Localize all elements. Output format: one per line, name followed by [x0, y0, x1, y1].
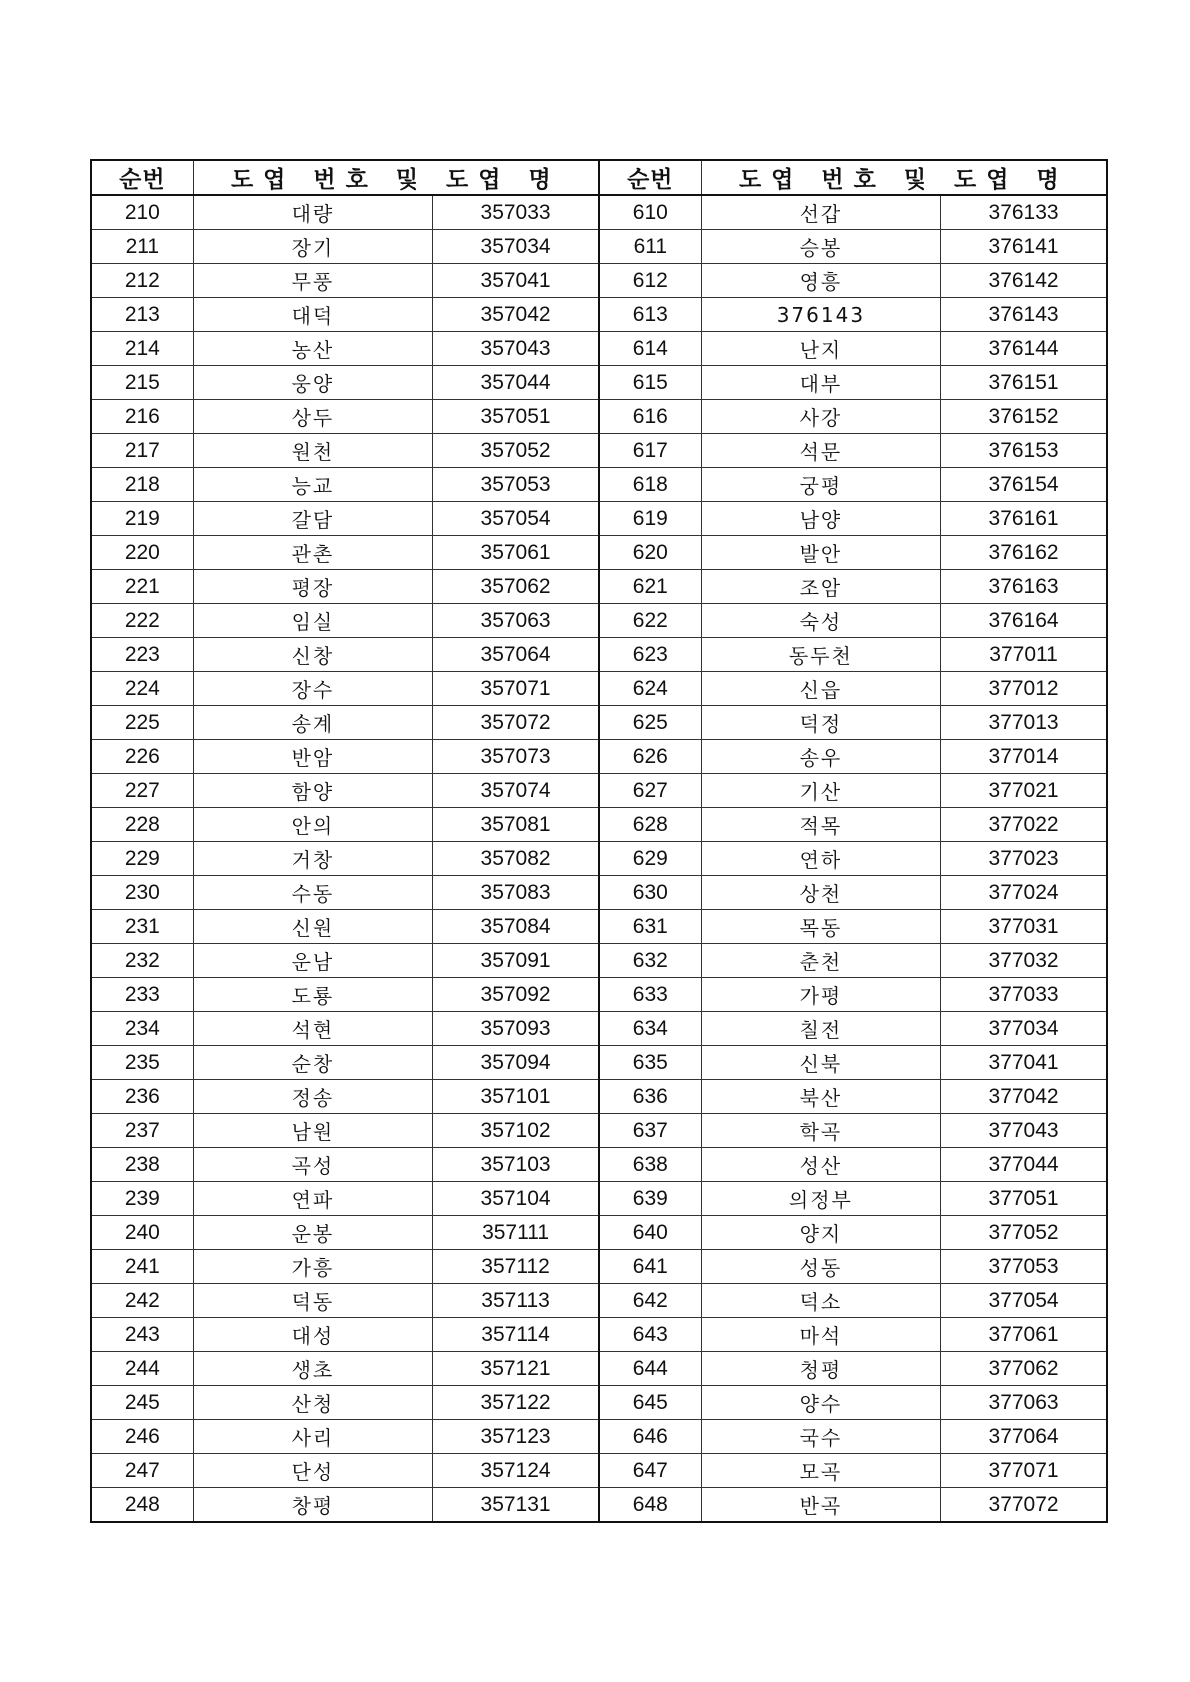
sheet-name-left-cell: 능교	[193, 468, 432, 502]
seq-right-cell: 634	[599, 1012, 701, 1046]
table-row	[91, 434, 1107, 468]
table-row	[91, 1148, 1107, 1182]
sheet-number-left-cell: 357034	[433, 230, 599, 264]
sheet-name-left-cell: 무풍	[193, 264, 432, 298]
sheet-number-left-cell: 357074	[433, 774, 599, 808]
seq-left-cell: 217	[91, 434, 193, 468]
sheet-name-left-cell: 관촌	[193, 536, 432, 570]
seq-right-cell: 631	[599, 910, 701, 944]
sheet-number-right-cell: 376143	[941, 298, 1107, 332]
sheet-name-right-cell: 칠전	[701, 1012, 940, 1046]
sheet-number-right-cell: 377044	[941, 1148, 1107, 1182]
sheet-name-right-cell: 석문	[701, 434, 940, 468]
seq-left-cell: 223	[91, 638, 193, 672]
seq-right-cell: 623	[599, 638, 701, 672]
seq-left-cell: 224	[91, 672, 193, 706]
table-row	[91, 944, 1107, 978]
sheet-number-right-cell: 376162	[941, 536, 1107, 570]
sheet-number-right-cell: 376144	[941, 332, 1107, 366]
seq-left-cell: 214	[91, 332, 193, 366]
seq-right-cell: 635	[599, 1046, 701, 1080]
seq-right-cell: 612	[599, 264, 701, 298]
seq-left-cell: 227	[91, 774, 193, 808]
sheet-name-right-cell: 청평	[701, 1352, 940, 1386]
sheet-number-right-cell: 377042	[941, 1080, 1107, 1114]
seq-left-cell: 244	[91, 1352, 193, 1386]
sheet-number-left-cell: 357041	[433, 264, 599, 298]
sheet-number-left-cell: 357084	[433, 910, 599, 944]
sheet-number-right-cell: 377063	[941, 1386, 1107, 1420]
seq-left-cell: 213	[91, 298, 193, 332]
sheet-number-left-cell: 357114	[433, 1318, 599, 1352]
sheet-number-right-cell: 377071	[941, 1454, 1107, 1488]
seq-left-cell: 230	[91, 876, 193, 910]
seq-right-cell: 636	[599, 1080, 701, 1114]
sheet-number-left-cell: 357102	[433, 1114, 599, 1148]
seq-right-cell: 645	[599, 1386, 701, 1420]
sheet-name-right-cell: 학곡	[701, 1114, 940, 1148]
table-row	[91, 570, 1107, 604]
seq-right-cell: 617	[599, 434, 701, 468]
table-row	[91, 536, 1107, 570]
seq-right-cell: 644	[599, 1352, 701, 1386]
sheet-name-right-cell: 상천	[701, 876, 940, 910]
sheet-number-left-cell: 357053	[433, 468, 599, 502]
sheet-number-right-cell: 376153	[941, 434, 1107, 468]
sheet-name-right-cell: 영흥	[701, 264, 940, 298]
seq-right-cell: 643	[599, 1318, 701, 1352]
sheet-name-right-cell: 대부	[701, 366, 940, 400]
sheet-name-left-cell: 정송	[193, 1080, 432, 1114]
sheet-name-right-cell: 궁평	[701, 468, 940, 502]
sheet-number-left-cell: 357131	[433, 1488, 599, 1523]
seq-left-cell: 228	[91, 808, 193, 842]
seq-left-cell: 219	[91, 502, 193, 536]
table-row	[91, 502, 1107, 536]
sheet-number-right-cell: 377043	[941, 1114, 1107, 1148]
table-header-row	[91, 160, 1107, 195]
sheet-name-left-cell: 갈담	[193, 502, 432, 536]
table-row	[91, 468, 1107, 502]
table-row	[91, 808, 1107, 842]
table-row	[91, 1216, 1107, 1250]
sheet-name-left-cell: 남원	[193, 1114, 432, 1148]
seq-left-cell: 241	[91, 1250, 193, 1284]
sheet-number-left-cell: 357044	[433, 366, 599, 400]
header-sheet-left: 도엽 번호 및 도엽 명	[193, 160, 599, 195]
sheet-number-left-cell: 357123	[433, 1420, 599, 1454]
table-row	[91, 1454, 1107, 1488]
sheet-number-right-cell: 376142	[941, 264, 1107, 298]
sheet-name-right-cell: 성산	[701, 1148, 940, 1182]
sheet-number-left-cell: 357094	[433, 1046, 599, 1080]
sheet-name-right-cell: 조암	[701, 570, 940, 604]
sheet-name-right-cell: 승봉	[701, 230, 940, 264]
sheet-name-right-cell: 춘천	[701, 944, 940, 978]
sheet-number-right-cell: 377021	[941, 774, 1107, 808]
seq-left-cell: 234	[91, 1012, 193, 1046]
sheet-name-right-cell: 기산	[701, 774, 940, 808]
table-row	[91, 978, 1107, 1012]
sheet-number-right-cell: 377064	[941, 1420, 1107, 1454]
sheet-number-left-cell: 357051	[433, 400, 599, 434]
sheet-number-left-cell: 357111	[433, 1216, 599, 1250]
seq-left-cell: 222	[91, 604, 193, 638]
sheet-number-right-cell: 377014	[941, 740, 1107, 774]
seq-right-cell: 611	[599, 230, 701, 264]
sheet-name-left-cell: 덕동	[193, 1284, 432, 1318]
seq-right-cell: 633	[599, 978, 701, 1012]
sheet-number-right-cell: 376152	[941, 400, 1107, 434]
sheet-name-left-cell: 대덕	[193, 298, 432, 332]
seq-right-cell: 629	[599, 842, 701, 876]
sheet-name-left-cell: 대량	[193, 195, 432, 230]
seq-right-cell: 626	[599, 740, 701, 774]
seq-right-cell: 642	[599, 1284, 701, 1318]
sheet-name-right-cell: 성동	[701, 1250, 940, 1284]
sheet-number-left-cell: 357121	[433, 1352, 599, 1386]
sheet-name-left-cell: 대성	[193, 1318, 432, 1352]
seq-left-cell: 226	[91, 740, 193, 774]
sheet-name-left-cell: 가흥	[193, 1250, 432, 1284]
table-row	[91, 195, 1107, 230]
seq-left-cell: 231	[91, 910, 193, 944]
seq-left-cell: 248	[91, 1488, 193, 1523]
seq-right-cell: 638	[599, 1148, 701, 1182]
sheet-number-right-cell: 376133	[941, 195, 1107, 230]
table-row	[91, 876, 1107, 910]
sheet-name-left-cell: 수동	[193, 876, 432, 910]
seq-right-cell: 621	[599, 570, 701, 604]
sheet-number-right-cell: 376163	[941, 570, 1107, 604]
sheet-number-left-cell: 357064	[433, 638, 599, 672]
table-row	[91, 1318, 1107, 1352]
sheet-number-right-cell: 377032	[941, 944, 1107, 978]
table-row	[91, 774, 1107, 808]
table-row	[91, 1488, 1107, 1523]
header-sheet-right: 도엽 번호 및 도엽 명	[701, 160, 1107, 195]
table-row	[91, 638, 1107, 672]
seq-left-cell: 238	[91, 1148, 193, 1182]
sheet-name-left-cell: 산청	[193, 1386, 432, 1420]
sheet-number-left-cell: 357043	[433, 332, 599, 366]
table-row	[91, 1386, 1107, 1420]
sheet-number-right-cell: 377024	[941, 876, 1107, 910]
table-row	[91, 1284, 1107, 1318]
sheet-number-left-cell: 357104	[433, 1182, 599, 1216]
sheet-number-left-cell: 357054	[433, 502, 599, 536]
sheet-number-left-cell: 357113	[433, 1284, 599, 1318]
sheet-number-left-cell: 357062	[433, 570, 599, 604]
sheet-name-right-cell: 양수	[701, 1386, 940, 1420]
sheet-name-left-cell: 송계	[193, 706, 432, 740]
seq-left-cell: 232	[91, 944, 193, 978]
seq-left-cell: 243	[91, 1318, 193, 1352]
seq-right-cell: 637	[599, 1114, 701, 1148]
sheet-number-right-cell: 377061	[941, 1318, 1107, 1352]
sheet-name-left-cell: 반암	[193, 740, 432, 774]
table-row	[91, 1420, 1107, 1454]
sheet-number-left-cell: 357093	[433, 1012, 599, 1046]
sheet-number-right-cell: 377053	[941, 1250, 1107, 1284]
sheet-number-left-cell: 357033	[433, 195, 599, 230]
sheet-name-left-cell: 석현	[193, 1012, 432, 1046]
sheet-name-right-cell: 사강	[701, 400, 940, 434]
sheet-number-right-cell: 376154	[941, 468, 1107, 502]
seq-left-cell: 235	[91, 1046, 193, 1080]
table-row	[91, 1250, 1107, 1284]
sheet-number-right-cell: 376141	[941, 230, 1107, 264]
table-row	[91, 1012, 1107, 1046]
sheet-name-left-cell: 운남	[193, 944, 432, 978]
sheet-number-right-cell: 376164	[941, 604, 1107, 638]
seq-left-cell: 210	[91, 195, 193, 230]
sheet-number-right-cell: 377041	[941, 1046, 1107, 1080]
sheet-name-left-cell: 사리	[193, 1420, 432, 1454]
seq-left-cell: 247	[91, 1454, 193, 1488]
seq-right-cell: 640	[599, 1216, 701, 1250]
sheet-number-left-cell: 357082	[433, 842, 599, 876]
sheet-number-left-cell: 357042	[433, 298, 599, 332]
sheet-name-right-cell: 가평	[701, 978, 940, 1012]
seq-right-cell: 620	[599, 536, 701, 570]
sheet-name-right-cell: 덕정	[701, 706, 940, 740]
table-row	[91, 1080, 1107, 1114]
sheet-number-right-cell: 377022	[941, 808, 1107, 842]
table-row	[91, 842, 1107, 876]
seq-right-cell: 632	[599, 944, 701, 978]
sheet-name-left-cell: 웅양	[193, 366, 432, 400]
sheet-name-right-cell: 난지	[701, 332, 940, 366]
table-row	[91, 706, 1107, 740]
table-row	[91, 366, 1107, 400]
sheet-number-left-cell: 357071	[433, 672, 599, 706]
sheet-name-left-cell: 농산	[193, 332, 432, 366]
seq-right-cell: 646	[599, 1420, 701, 1454]
sheet-name-right-cell: 의정부	[701, 1182, 940, 1216]
sheet-number-right-cell: 376161	[941, 502, 1107, 536]
sheet-name-left-cell: 곡성	[193, 1148, 432, 1182]
seq-left-cell: 211	[91, 230, 193, 264]
sheet-number-right-cell: 377033	[941, 978, 1107, 1012]
sheet-number-left-cell: 357061	[433, 536, 599, 570]
table-row	[91, 298, 1107, 332]
sheet-number-left-cell: 357103	[433, 1148, 599, 1182]
sheet-name-left-cell: 신창	[193, 638, 432, 672]
sheet-name-right-cell: 덕소	[701, 1284, 940, 1318]
sheet-number-right-cell: 377023	[941, 842, 1107, 876]
sheet-name-left-cell: 순창	[193, 1046, 432, 1080]
seq-left-cell: 236	[91, 1080, 193, 1114]
sheet-name-left-cell: 원천	[193, 434, 432, 468]
seq-left-cell: 240	[91, 1216, 193, 1250]
seq-left-cell: 225	[91, 706, 193, 740]
sheet-name-right-cell: 모곡	[701, 1454, 940, 1488]
sheet-name-right-cell: 신읍	[701, 672, 940, 706]
table-row	[91, 400, 1107, 434]
sheet-name-right-cell: 적목	[701, 808, 940, 842]
sheet-name-left-cell: 단성	[193, 1454, 432, 1488]
sheet-name-right-cell: 국수	[701, 1420, 940, 1454]
table-row	[91, 230, 1107, 264]
sheet-number-right-cell: 377051	[941, 1182, 1107, 1216]
seq-right-cell: 630	[599, 876, 701, 910]
seq-right-cell: 641	[599, 1250, 701, 1284]
seq-right-cell: 615	[599, 366, 701, 400]
seq-left-cell: 245	[91, 1386, 193, 1420]
sheet-name-left-cell: 도룡	[193, 978, 432, 1012]
table-body	[91, 195, 1107, 1522]
map-sheet-index-table	[90, 159, 1108, 1523]
sheet-name-left-cell: 임실	[193, 604, 432, 638]
sheet-name-left-cell: 거창	[193, 842, 432, 876]
sheet-number-right-cell: 377031	[941, 910, 1107, 944]
sheet-name-right-cell: 연하	[701, 842, 940, 876]
table-row	[91, 910, 1107, 944]
sheet-number-right-cell: 377052	[941, 1216, 1107, 1250]
sheet-number-right-cell: 376151	[941, 366, 1107, 400]
sheet-number-left-cell: 357091	[433, 944, 599, 978]
seq-left-cell: 242	[91, 1284, 193, 1318]
sheet-number-left-cell: 357063	[433, 604, 599, 638]
sheet-name-right-cell: 376143	[701, 298, 940, 332]
sheet-name-right-cell: 신북	[701, 1046, 940, 1080]
table-row	[91, 332, 1107, 366]
sheet-name-right-cell: 동두천	[701, 638, 940, 672]
table-row	[91, 740, 1107, 774]
sheet-name-right-cell: 선갑	[701, 195, 940, 230]
seq-left-cell: 220	[91, 536, 193, 570]
table-row	[91, 1046, 1107, 1080]
seq-right-cell: 624	[599, 672, 701, 706]
seq-left-cell: 237	[91, 1114, 193, 1148]
sheet-number-left-cell: 357122	[433, 1386, 599, 1420]
sheet-name-right-cell: 북산	[701, 1080, 940, 1114]
seq-right-cell: 613	[599, 298, 701, 332]
seq-right-cell: 610	[599, 195, 701, 230]
seq-right-cell: 614	[599, 332, 701, 366]
sheet-name-left-cell: 창평	[193, 1488, 432, 1523]
sheet-name-right-cell: 반곡	[701, 1488, 940, 1523]
sheet-number-left-cell: 357081	[433, 808, 599, 842]
seq-right-cell: 627	[599, 774, 701, 808]
sheet-name-right-cell: 남양	[701, 502, 940, 536]
sheet-number-left-cell: 357052	[433, 434, 599, 468]
seq-right-cell: 622	[599, 604, 701, 638]
sheet-number-right-cell: 377013	[941, 706, 1107, 740]
sheet-name-left-cell: 운봉	[193, 1216, 432, 1250]
table-row	[91, 1182, 1107, 1216]
sheet-name-left-cell: 함양	[193, 774, 432, 808]
seq-left-cell: 215	[91, 366, 193, 400]
sheet-name-right-cell: 숙성	[701, 604, 940, 638]
seq-left-cell: 218	[91, 468, 193, 502]
seq-right-cell: 628	[599, 808, 701, 842]
seq-left-cell: 239	[91, 1182, 193, 1216]
sheet-number-right-cell: 377034	[941, 1012, 1107, 1046]
seq-left-cell: 233	[91, 978, 193, 1012]
seq-right-cell: 639	[599, 1182, 701, 1216]
sheet-name-right-cell: 마석	[701, 1318, 940, 1352]
sheet-name-left-cell: 신원	[193, 910, 432, 944]
sheet-name-left-cell: 안의	[193, 808, 432, 842]
sheet-number-right-cell: 377054	[941, 1284, 1107, 1318]
sheet-name-right-cell: 송우	[701, 740, 940, 774]
seq-right-cell: 616	[599, 400, 701, 434]
table-row	[91, 1352, 1107, 1386]
table-row	[91, 672, 1107, 706]
table-row	[91, 1114, 1107, 1148]
seq-left-cell: 246	[91, 1420, 193, 1454]
sheet-name-left-cell: 연파	[193, 1182, 432, 1216]
sheet-number-left-cell: 357083	[433, 876, 599, 910]
sheet-number-left-cell: 357112	[433, 1250, 599, 1284]
sheet-name-left-cell: 장기	[193, 230, 432, 264]
sheet-number-left-cell: 357101	[433, 1080, 599, 1114]
sheet-number-right-cell: 377062	[941, 1352, 1107, 1386]
seq-right-cell: 625	[599, 706, 701, 740]
seq-right-cell: 647	[599, 1454, 701, 1488]
sheet-number-left-cell: 357073	[433, 740, 599, 774]
seq-right-cell: 618	[599, 468, 701, 502]
table-row	[91, 604, 1107, 638]
seq-left-cell: 229	[91, 842, 193, 876]
sheet-number-left-cell: 357072	[433, 706, 599, 740]
sheet-name-right-cell: 양지	[701, 1216, 940, 1250]
header-seq-right: 순번	[599, 160, 701, 195]
sheet-name-right-cell: 목동	[701, 910, 940, 944]
sheet-number-left-cell: 357124	[433, 1454, 599, 1488]
seq-right-cell: 619	[599, 502, 701, 536]
sheet-name-left-cell: 상두	[193, 400, 432, 434]
sheet-name-left-cell: 생초	[193, 1352, 432, 1386]
sheet-name-left-cell: 평장	[193, 570, 432, 604]
sheet-number-right-cell: 377012	[941, 672, 1107, 706]
header-seq-left: 순번	[91, 160, 193, 195]
sheet-number-right-cell: 377011	[941, 638, 1107, 672]
sheet-number-right-cell: 377072	[941, 1488, 1107, 1523]
seq-right-cell: 648	[599, 1488, 701, 1523]
sheet-number-left-cell: 357092	[433, 978, 599, 1012]
table-row	[91, 264, 1107, 298]
sheet-name-right-cell: 발안	[701, 536, 940, 570]
sheet-name-left-cell: 장수	[193, 672, 432, 706]
seq-left-cell: 216	[91, 400, 193, 434]
seq-left-cell: 221	[91, 570, 193, 604]
seq-left-cell: 212	[91, 264, 193, 298]
